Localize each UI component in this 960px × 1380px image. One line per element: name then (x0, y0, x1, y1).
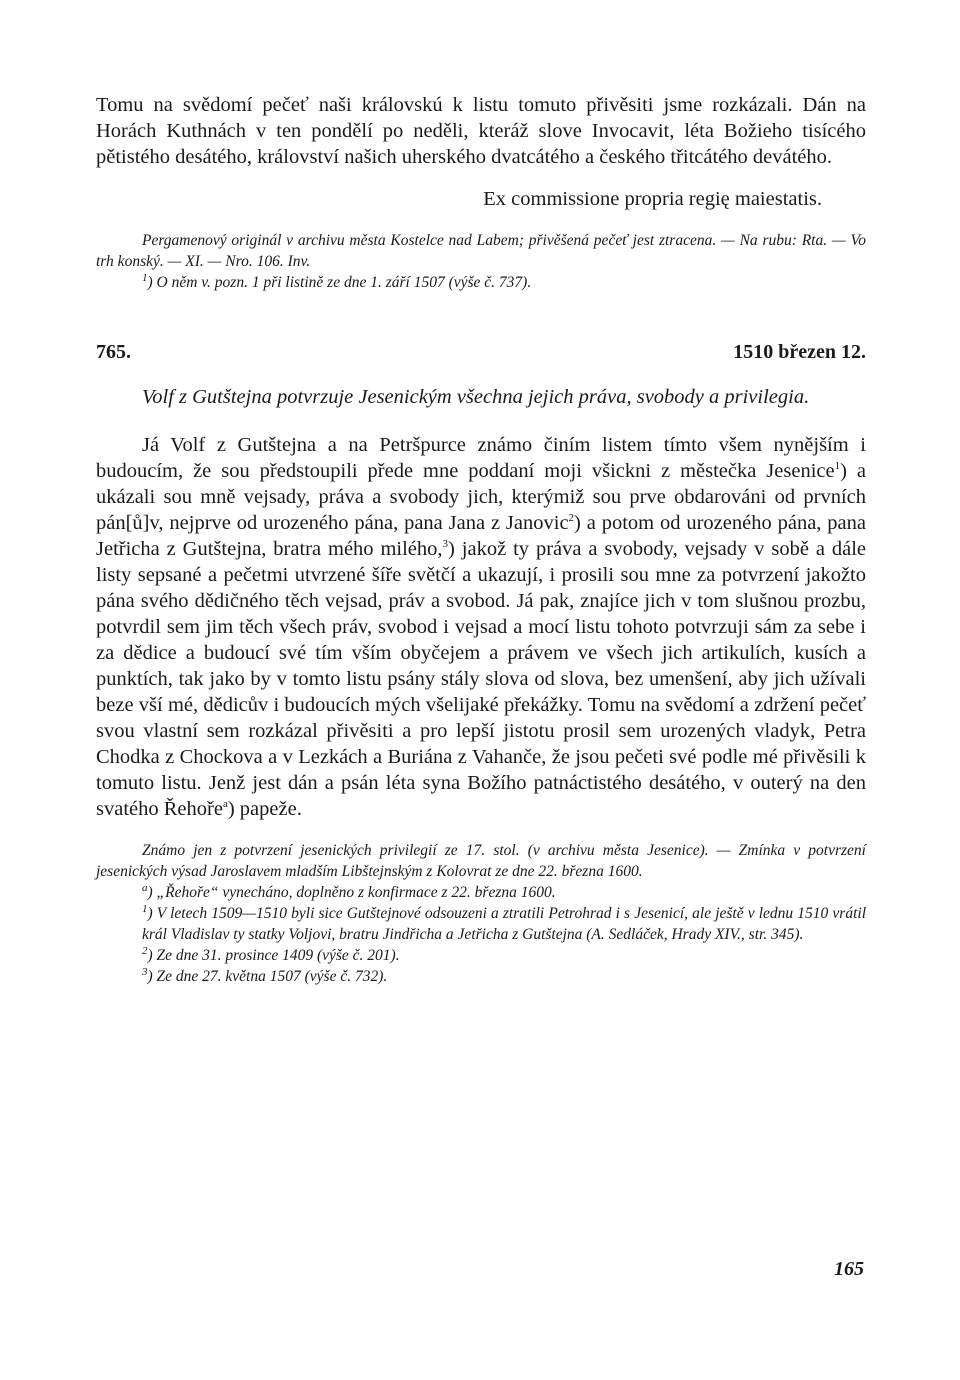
footnote-a (96, 882, 866, 903)
charter-text (96, 432, 866, 822)
footnote-text: ) Ze dne 31. prosince 1409 (výše č. 201). (147, 946, 400, 964)
charter-text-part: ) papeže. (227, 797, 302, 820)
footnote-text: ) O něm v. pozn. 1 při listině ze dne 1. září 1507 (výše č. 737). (147, 274, 532, 291)
footnote-text: ) „Řehoře“ vynecháno, doplněno z konfirmace z 22. března 1600. (147, 883, 556, 901)
footnote-1 (96, 903, 866, 945)
footnote-mark: 2 (142, 944, 148, 957)
footnote-previous (96, 272, 866, 293)
footnote-text: ) Ze dne 27. května 1507 (výše č. 732). (147, 967, 388, 985)
top-paragraph: Tomu na svědomí pečeť naši královskú k listu tomuto přivěsiti jsme rozkázali. Dán na Horách Kuthnách v ten pondělí po neděli, kteráž slove Invocavit, léta Božieho tisícého pětistého desátého, království našich uherského dvatcátého a českého třitcátého devátého. (96, 94, 866, 168)
source-note: Pergamenový originál v archivu města Kostelce nad Labem; přivěšená pečeť jest ztracena. — Na rubu: Rta. — Vo trh konský. — XI. — Nro. 106. Inv. (96, 232, 866, 270)
footnote-ref-1: 1 (834, 459, 841, 472)
page-number: 165 (834, 1258, 864, 1280)
footnote-mark: 1 (142, 902, 148, 915)
footnote-mark: a (142, 881, 148, 894)
footnote-2 (96, 945, 866, 966)
footnote-mark: 3 (142, 965, 148, 978)
footnote-ref-3: 3 (442, 537, 449, 550)
regest: Volf z Gutštejna potvrzuje Jesenickým všechna jejich práva, svobody a privilegia. (142, 386, 810, 408)
footnote-ref-a: a (222, 797, 228, 810)
provenance-note: Známo jen z potvrzení jesenických privilegií ze 17. stol. (v archivu města Jesenice). — Zmínka v potvrzení jesenických výsad Jaroslavem mladším Libštejnským z Kolovrat ze dne 22. března 1600. (96, 841, 866, 880)
charter-text-part: ) jakož ty práva a svobody, vejsady v sobě a dále listy sepsané a pečetmi utvrzené šíře světčí a ukazují, i prosili sou mne za potvrzení jakožto pána svého dědičného těch vejsad, práv a svobod. Já pak, znajíce jich v tom slušnou prozbu, potvrdil sem jim těch všech práv, svobod i vejsad a mocí listu tohoto potvrzuji sám za sebe i za dědice a budoucí své tím vším obyčejem a právem ve všech jich artikulích, kusích a punktích, tak jako by v tomto listu psány stály slova od slova, bez umenšení, aby jich užívali beze vší mé, dědicův i budoucích mých všelijaké překážky. Tomu na svědomí a zdržení pečeť svou vlastní sem rozkázal přivěsiti a pro lepší jistotu prosil sem urozených vladyk, Petra Chodka z Chockova a v Lezkách a Buriána z Vahanče, že jsou pečeti své podle mé přivěsili k tomuto listu. Jenž jest dán a psán léta syna Božího patnáctistého desátého, v outerý na den svatého Řehoře (96, 537, 866, 820)
entry-number: 765. (96, 341, 131, 363)
footnote-mark: 1 (142, 271, 148, 284)
footnote-ref-2: 2 (568, 511, 575, 524)
footnote-text: ) V letech 1509—1510 byli sice Gutštejnové odsouzeni a ztratili Petrohrad i s Jesenicí, ale ještě v lednu 1510 vrátil král Vladislav ty statky Voljovi, bratru Jindřicha a Jetřicha z Gutštejna (A. Sedláček, Hrady XIV., str. 345). (142, 904, 866, 943)
charter-text-part: Já Volf z Gutštejna a na Petršpurce známo činím listem tímto všem nynějším i budoucím, že sou předstoupili přede mne poddaní moji všickni z městečka Jesenice (96, 433, 866, 482)
notes-block (96, 840, 866, 987)
charter-text-part: ) a potom od urozeného pána, pana Jetřicha z Gutštejna, bratra mého milého, (96, 511, 866, 560)
closing-formula: Ex commissione propria regię maiestatis. (483, 188, 822, 210)
charter-text-part: ) a ukázali sou mně vejsady, práva a svobody jich, kterýmiž sou prve obdarováni od prvních pán[ů]v, nejprve od urozeného pána, pana Jana z Janovic (96, 459, 866, 534)
entry-date: 1510 březen 12. (733, 341, 866, 363)
entry-header (96, 339, 866, 365)
footnote-3 (96, 966, 866, 987)
document-page (96, 92, 866, 987)
